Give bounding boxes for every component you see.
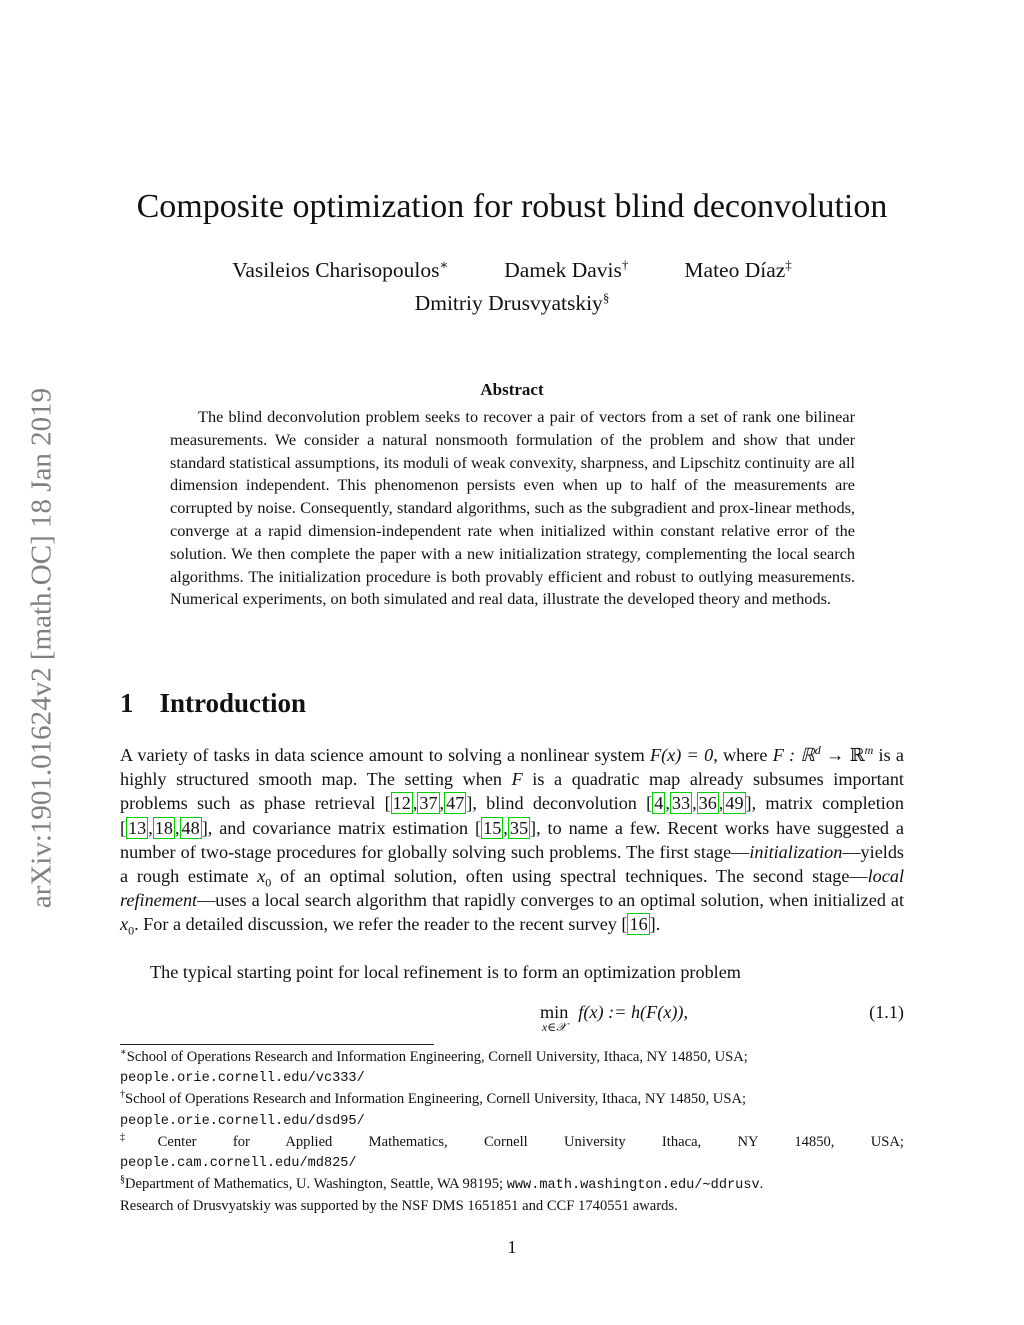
footnote: †School of Operations Research and Information Engineering, Cornell University, Ithaca, NY 14850, USA; people.orie.cornell.edu/dsd95/ [120,1089,747,1129]
citation-link[interactable]: 48 [181,817,200,838]
citation-link[interactable]: 47 [446,793,465,814]
author: Mateo Díaz‡ [684,256,792,282]
author-list [0,258,1024,316]
equation-min-operator: min x∈𝒳 [540,1002,569,1034]
intro-paragraph: The typical starting point for local refinement is to form an optimization problem [150,962,741,982]
author: Damek Davis† [504,256,629,282]
intro-paragraph: A variety of tasks in data science amount to solving a nonlinear system F(x) = 0, where F : ℝ$^d$ → ℝ$^m$ is a highly structured smooth map. The setting when F is a quadratic map already subsumes important problems such as phase retrieval [ 12 , 37 , 47 ], blind deconvolution [ 4 , 33 , 36 , 49 ], matrix completion [ 13 , 18 , 48 ], and covariance matrix estimation [ 15 , 35 ], to name a few. Recent works have suggested a number of two-stage procedures for globally solving such problems. The first stage—initialization—yields a rough estimate $x_0$ of an optimal solution, often using spectral techniques. The second stage—local refinement—uses a local search algorithm that rapidly converges to an optimal solution, when initialized at $x_0$. For a detailed discussion, we refer the reader to the recent survey [ 16 ]. [120,742,904,939]
section-number: 1 [120,688,134,718]
abstract-heading: Abstract [480,380,544,399]
display-equation [120,1000,904,1040]
footnote-url[interactable]: www.math.washington.edu/∼ddrusv [506,1178,760,1194]
footnote-rule [120,1044,434,1045]
footnote-url[interactable]: people.cam.cornell.edu/md825/ [120,1156,357,1172]
paper-title: Composite optimization for robust blind deconvolution [136,188,888,225]
page-number: 1 [507,1237,517,1257]
citation-link[interactable]: 33 [671,793,691,814]
citation-link[interactable]: 37 [419,793,438,814]
section-heading [120,688,306,719]
citation-link[interactable]: 49 [725,793,744,814]
section-title: Introduction [159,688,307,718]
footnote: ‡Center for Applied Mathematics, Cornell University Ithaca, NY 14850, USA; [120,1131,904,1150]
author: Dmitriy Drusvyatskiy§ [414,289,610,315]
footnote-url[interactable]: people.orie.cornell.edu/dsd95/ [120,1113,365,1129]
citation-link[interactable]: 16 [629,914,648,935]
author: Vasileios Charisopoulos∗ [232,256,449,282]
abstract-text: The blind deconvolution problem seeks to recover a pair of vectors from a set of rank one bilinear measurements. We consider a natural nonsmooth formulation of the problem and show that under standard statistical assumptions, its moduli of weak convexity, sharpness, and Lipschitz continuity are all dimension independent. This phenomenon persists even when up to half of the measurements are corrupted by noise. Consequently, standard algorithms, such as the subgradient and prox-linear methods, converge at a rapid dimension-independent rate when initialized within constant relative error of the solution. We then complete the paper with a new initialization strategy, complementing the local search algorithms. The initialization procedure is both provably efficient and robust to outlying measurements. Numerical experiments, on both simulated and real data, illustrate the developed theory and methods. [170,407,855,609]
equation-expression: f(x) := h(F(x)), [578,1002,689,1022]
footnote: ∗School of Operations Research and Information Engineering, Cornell University, Ithaca, NY 14850, USA; people.orie.cornell.edu/vc333/ [120,1047,748,1087]
citation-link[interactable]: 15 [483,817,502,838]
citation-link[interactable]: 18 [154,817,173,838]
citation-link[interactable]: 13 [128,817,147,838]
footnote [120,1152,904,1174]
citation-link[interactable]: 4 [654,793,664,814]
footnote: §Department of Mathematics, U. Washington, Seattle, WA 98195; www.math.washington.edu/∼ddrusv. Research of Drusvyatskiy was supported by the NSF DMS 1651851 and CCF 1740551 awards. [120,1174,764,1215]
citation-link[interactable]: 35 [509,817,529,838]
footnotes [120,1047,904,1217]
equation-number: (1.1) [869,1002,904,1022]
citation-link[interactable]: 12 [392,793,411,814]
arxiv-identifier: arXiv:1901.01624v2 [math.OC] 18 Jan 2019 [25,387,58,909]
footnote-url[interactable]: people.orie.cornell.edu/vc333/ [120,1071,365,1087]
citation-link[interactable]: 36 [698,793,717,814]
